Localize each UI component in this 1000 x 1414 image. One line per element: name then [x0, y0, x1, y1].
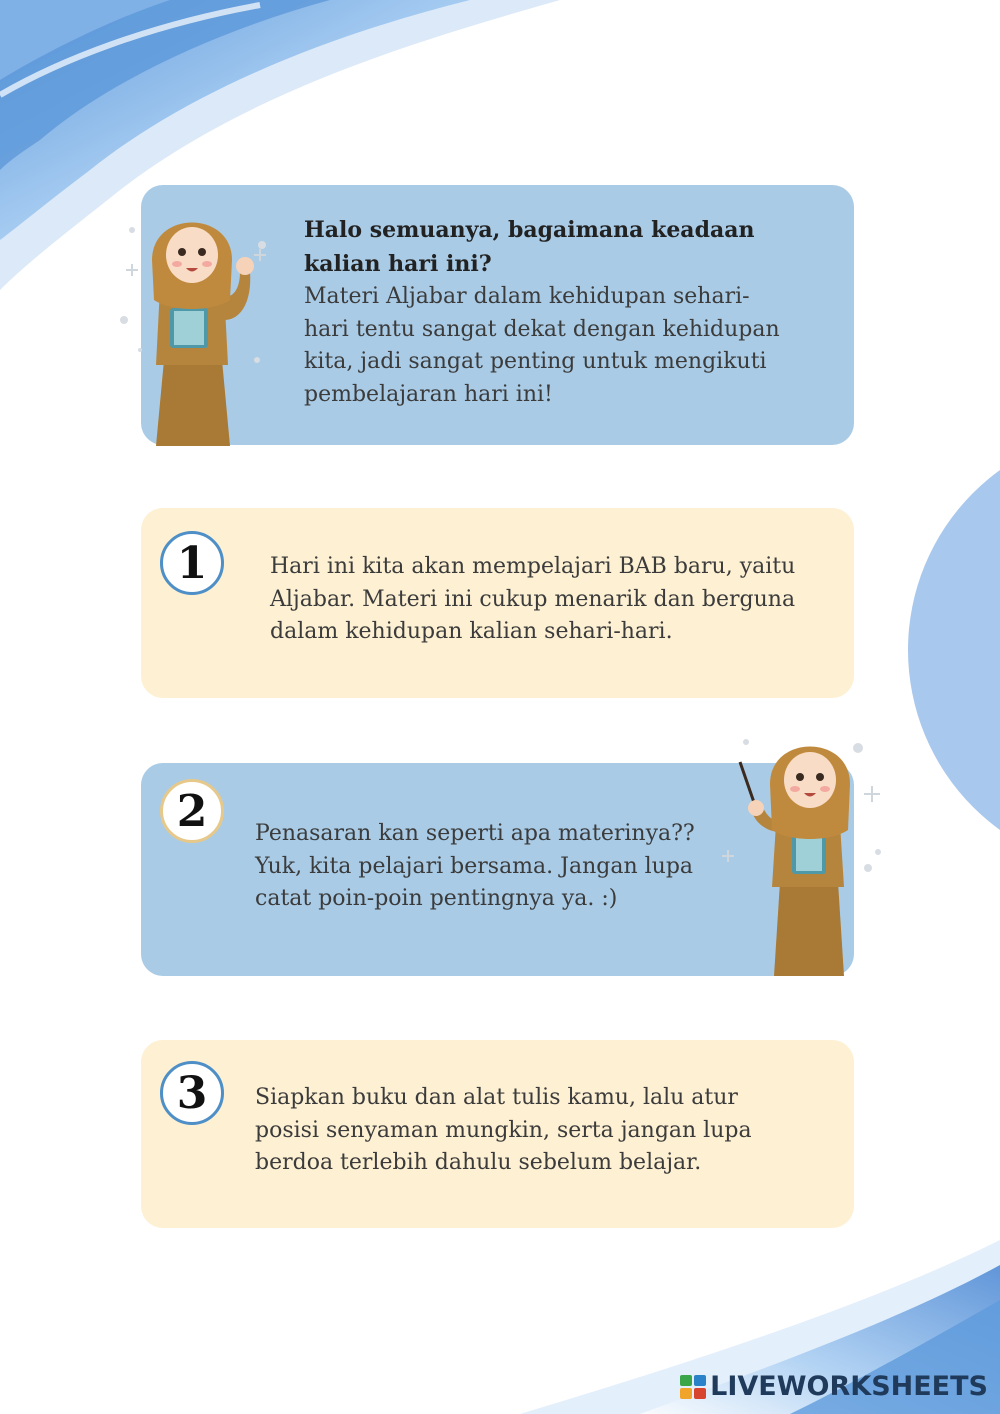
step-2-number: 2 [176, 785, 208, 837]
teacher-waving-illustration [112, 200, 282, 446]
intro-text [304, 214, 784, 411]
liveworksheets-brand: LIVEWORKSHEETS [710, 1371, 988, 1402]
intro-heading: Halo semuanya, bagaimana keadaan kalian hari ini? [304, 217, 755, 277]
step-1-text: Hari ini kita akan mempelajari BAB baru, yaitu Aljabar. Materi ini cukup menarik dan berguna dalam kehidupan kalian sehari-hari. [270, 554, 796, 644]
step-2-text: Penasaran kan seperti apa materinya?? Yuk, kita pelajari bersama. Jangan lupa catat poin-poin pentingnya ya. :) [255, 821, 695, 911]
teacher-pointing-illustration [718, 732, 888, 976]
step-3-text: Siapkan buku dan alat tulis kamu, lalu atur posisi senyaman mungkin, serta jangan lupa berdoa terlebih dahulu sebelum belajar. [255, 1085, 752, 1175]
liveworksheets-logo [680, 1371, 988, 1402]
intro-body: Materi Aljabar dalam kehidupan sehari-hari tentu sangat dekat dengan kehidupan kita, jadi sangat penting untuk mengikuti pembelajaran hari ini! [304, 284, 780, 407]
step-2-number-badge [160, 779, 224, 843]
step-1-number: 1 [176, 537, 208, 589]
step-1-number-badge [160, 531, 224, 595]
liveworksheets-mark-icon [680, 1375, 706, 1399]
step-3-number: 3 [176, 1067, 208, 1119]
step-3-number-badge [160, 1061, 224, 1125]
